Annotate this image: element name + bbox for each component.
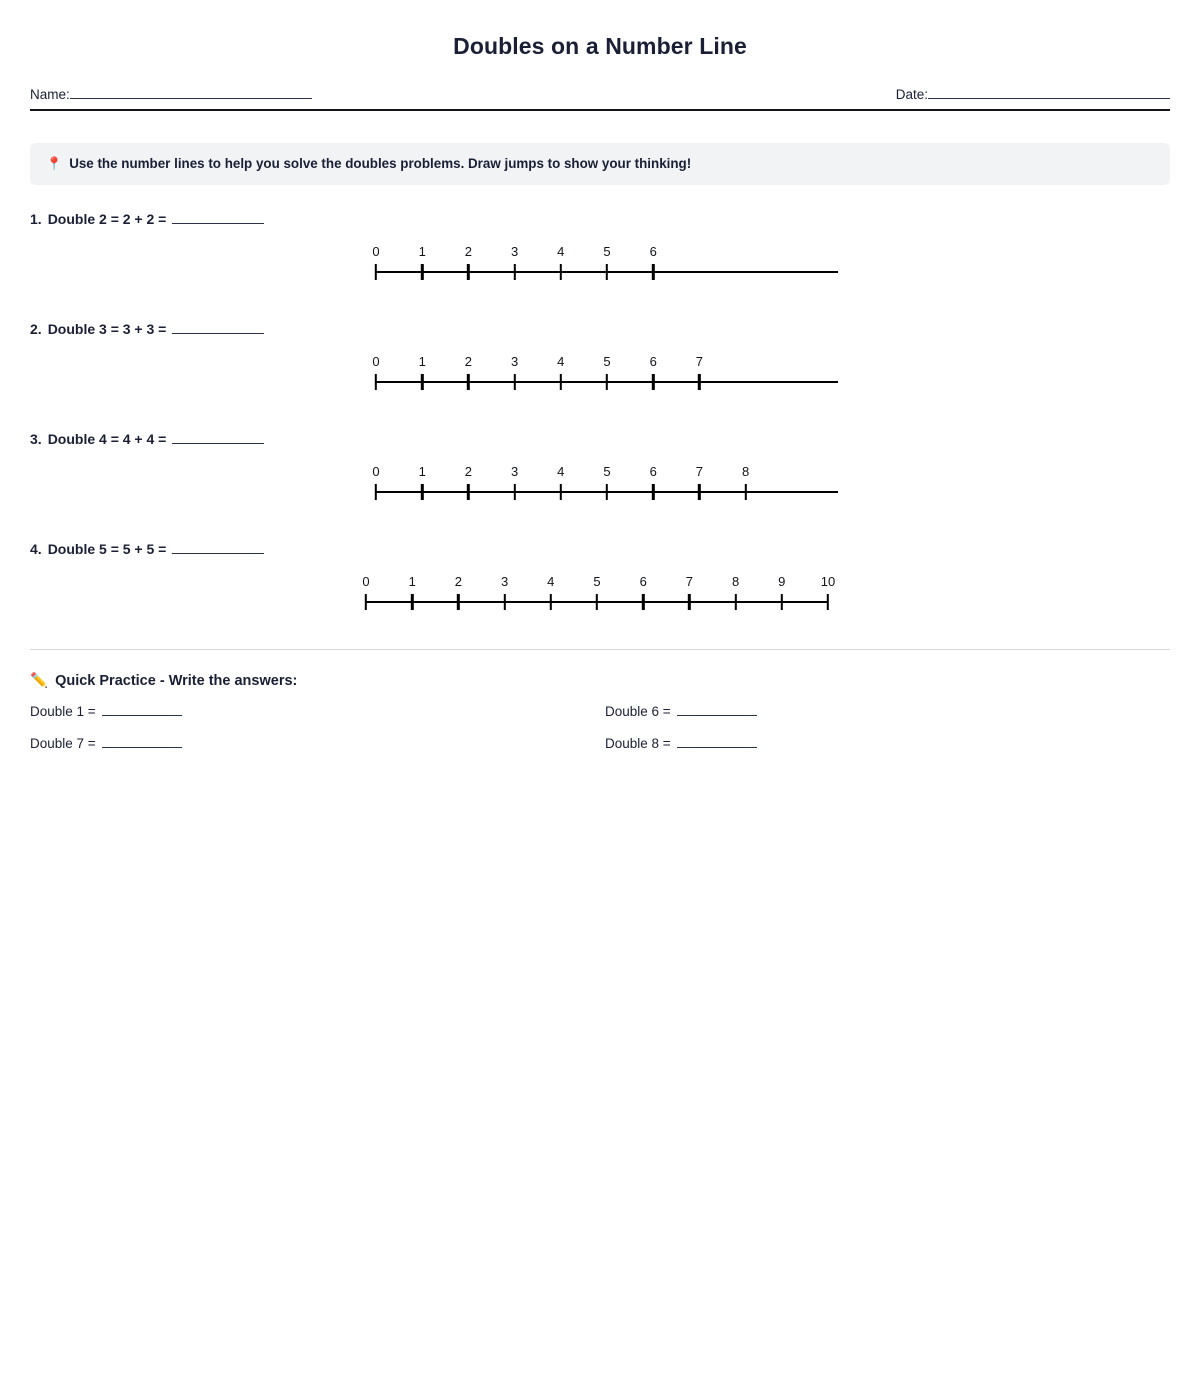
number-line-tick [411, 594, 413, 610]
number-line-tick [550, 594, 552, 610]
quick-practice-blank[interactable] [677, 736, 757, 748]
number-line-tick [421, 374, 423, 390]
number-line-tick-label: 8 [731, 574, 740, 589]
instruction-banner [30, 143, 1170, 185]
number-line-tick-label: 7 [685, 574, 694, 589]
quick-practice-item [605, 704, 1170, 719]
name-input-rule[interactable] [70, 86, 312, 99]
problem-text: Double 3 = 3 + 3 = [47, 321, 167, 337]
number-line-tick-label: 3 [500, 574, 509, 589]
number-line-tick [513, 484, 515, 500]
number-line-tick [734, 594, 736, 610]
number-line-tick-label: 2 [464, 244, 473, 259]
number-line-tick-label: 0 [362, 574, 370, 589]
number-line-tick [467, 484, 469, 500]
number-line-tick-label: 6 [649, 244, 657, 259]
problem-3 [30, 431, 1170, 509]
number-line-tick [560, 374, 562, 390]
number-line-tick-label: 0 [372, 464, 380, 479]
page-title: Doubles on a Number Line [453, 33, 747, 59]
problems-list [30, 211, 1170, 619]
number-line-tick [513, 374, 515, 390]
number-line-2[interactable] [372, 354, 838, 395]
number-line-tick [467, 264, 469, 280]
number-line-tick [744, 484, 746, 500]
number-line-wrap [30, 457, 1170, 509]
quick-practice-item [30, 736, 605, 751]
answer-blank[interactable] [172, 322, 264, 334]
quick-practice-label: Double 7 = [30, 736, 96, 751]
date-label: Date: [895, 87, 928, 102]
number-line-tick [827, 594, 829, 610]
instruction-text: Use the number lines to help you solve the doubles problems. Draw jumps to show your thinking! [69, 156, 692, 171]
problem-text: Double 2 = 2 + 2 = [47, 211, 167, 227]
problem-label [30, 321, 1170, 337]
answer-blank[interactable] [172, 212, 264, 224]
number-line-tick-label: 6 [649, 354, 657, 369]
number-line-tick-label: 6 [649, 464, 657, 479]
number-line-tick [642, 594, 644, 610]
number-line-tick-label: 7 [695, 464, 704, 479]
number-line-tick-label: 1 [418, 464, 426, 479]
number-line-tick [375, 374, 377, 390]
number-line-tick [467, 374, 469, 390]
number-line-tick-label: 7 [695, 354, 704, 369]
number-line-tick [560, 484, 562, 500]
number-line-tick-label: 2 [464, 354, 473, 369]
number-line-tick-label: 0 [372, 354, 380, 369]
number-line-tick-label: 1 [408, 574, 416, 589]
quick-practice-grid [30, 704, 1170, 751]
problem-number: 3. [30, 431, 42, 447]
answer-blank[interactable] [172, 542, 264, 554]
quick-practice-blank[interactable] [102, 704, 182, 716]
date-input-rule[interactable] [928, 86, 1170, 99]
number-line-tick-label: 5 [603, 354, 611, 369]
number-line-tick [698, 374, 700, 390]
number-line-tick [375, 264, 377, 280]
problem-number: 2. [30, 321, 42, 337]
quick-practice-label: Double 6 = [605, 704, 671, 719]
number-line-tick-label: 4 [557, 464, 565, 479]
number-line-tick [606, 264, 608, 280]
problem-number: 1. [30, 211, 42, 227]
number-line-tick [688, 594, 690, 610]
number-line-tick [698, 484, 700, 500]
number-line-1[interactable] [372, 244, 838, 285]
number-line-tick [781, 594, 783, 610]
number-line-tick [365, 594, 367, 610]
number-line-tick-label: 1 [418, 354, 426, 369]
name-label: Name: [30, 87, 70, 102]
number-line-tick-label: 5 [603, 244, 611, 259]
problem-1 [30, 211, 1170, 289]
number-line-wrap [30, 567, 1170, 619]
number-line-tick-label: 3 [510, 354, 519, 369]
number-line-tick-label: 2 [464, 464, 473, 479]
number-line-tick [513, 264, 515, 280]
number-line-tick-label: 5 [593, 574, 601, 589]
problem-label [30, 541, 1170, 557]
number-line-tick [652, 264, 654, 280]
problem-number: 4. [30, 541, 42, 557]
number-line-tick [606, 374, 608, 390]
number-line-tick-label: 0 [372, 244, 380, 259]
number-line-4[interactable] [362, 574, 836, 615]
quick-practice-heading-text: Quick Practice - Write the answers: [55, 672, 298, 689]
number-line-tick [375, 484, 377, 500]
quick-practice-item [30, 704, 605, 719]
quick-practice-label: Double 8 = [605, 736, 671, 751]
number-line-tick [503, 594, 505, 610]
problem-2 [30, 321, 1170, 399]
section-divider [30, 649, 1170, 650]
number-line-tick-label: 4 [557, 354, 565, 369]
number-line-tick-label: 9 [778, 574, 786, 589]
number-line-tick-label: 3 [510, 244, 519, 259]
answer-blank[interactable] [172, 432, 264, 444]
quick-practice-heading [30, 672, 1170, 689]
number-line-tick-label: 1 [418, 244, 426, 259]
problem-4 [30, 541, 1170, 619]
number-line-wrap [30, 237, 1170, 289]
number-line-tick-label: 4 [557, 244, 565, 259]
number-line-tick-label: 5 [603, 464, 611, 479]
number-line-tick-label: 3 [510, 464, 519, 479]
name-field-group [30, 86, 312, 102]
number-line-tick [421, 484, 423, 500]
number-line-tick-label: 2 [454, 574, 463, 589]
number-line-3[interactable] [372, 464, 838, 505]
problem-label [30, 431, 1170, 447]
number-line-tick [606, 484, 608, 500]
quick-practice-item [605, 736, 1170, 751]
problem-text: Double 4 = 4 + 4 = [47, 431, 167, 447]
number-line-tick-label: 6 [639, 574, 647, 589]
number-line-tick [457, 594, 459, 610]
name-date-row [30, 86, 1170, 111]
problem-text: Double 5 = 5 + 5 = [47, 541, 167, 557]
number-line-tick [652, 484, 654, 500]
quick-practice-label: Double 1 = [30, 704, 96, 719]
pin-icon: 📍 [46, 156, 63, 171]
date-field-group [896, 86, 1170, 102]
number-line-tick [652, 374, 654, 390]
number-line-tick-label: 10 [820, 574, 836, 589]
quick-practice-blank[interactable] [102, 736, 182, 748]
pencil-icon: ✏️ [30, 673, 49, 689]
number-line-tick [560, 264, 562, 280]
quick-practice-blank[interactable] [677, 704, 757, 716]
number-line-tick [421, 264, 423, 280]
number-line-tick-label: 8 [741, 464, 750, 479]
number-line-tick-label: 4 [547, 574, 555, 589]
number-line-tick [596, 594, 598, 610]
number-line-wrap [30, 347, 1170, 399]
problem-label [30, 211, 1170, 227]
